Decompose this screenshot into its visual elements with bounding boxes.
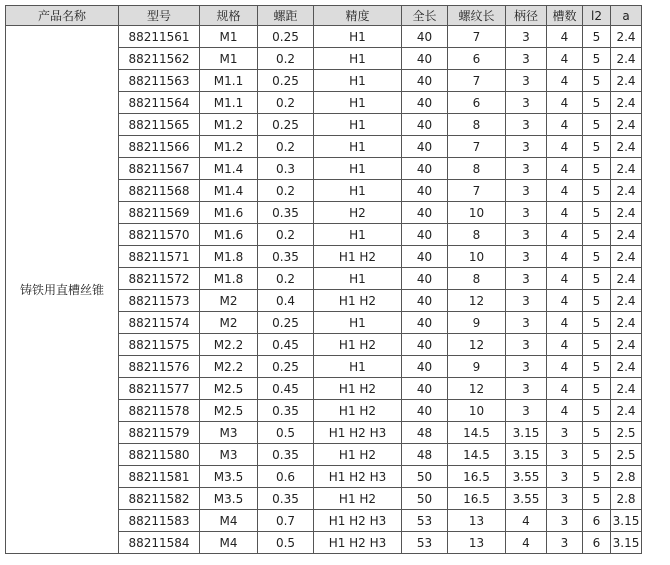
cell-total-length: 40: [402, 202, 448, 224]
cell-flute-count: 4: [547, 334, 583, 356]
cell-shank-diameter: 3: [506, 334, 547, 356]
cell-a: 2.4: [611, 268, 642, 290]
cell-shank-diameter: 3: [506, 70, 547, 92]
column-header-a: a: [611, 6, 642, 26]
cell-a: 2.5: [611, 444, 642, 466]
cell-spec: M1.2: [200, 136, 258, 158]
cell-pitch: 0.2: [258, 224, 314, 246]
cell-thread-length: 12: [448, 378, 506, 400]
cell-model: 88211562: [119, 48, 200, 70]
cell-thread-length: 9: [448, 312, 506, 334]
cell-spec: M2.2: [200, 334, 258, 356]
cell-thread-length: 7: [448, 180, 506, 202]
cell-thread-length: 16.5: [448, 488, 506, 510]
cell-l2: 5: [583, 114, 611, 136]
cell-l2: 5: [583, 378, 611, 400]
cell-thread-length: 10: [448, 400, 506, 422]
cell-flute-count: 4: [547, 114, 583, 136]
column-header-shank-diameter: 柄径: [506, 6, 547, 26]
cell-model: 88211571: [119, 246, 200, 268]
cell-shank-diameter: 3: [506, 268, 547, 290]
cell-shank-diameter: 4: [506, 510, 547, 532]
cell-flute-count: 3: [547, 532, 583, 554]
cell-flute-count: 4: [547, 224, 583, 246]
cell-a: 2.4: [611, 70, 642, 92]
cell-model: 88211578: [119, 400, 200, 422]
cell-model: 88211569: [119, 202, 200, 224]
cell-precision: H1: [314, 268, 402, 290]
cell-total-length: 40: [402, 48, 448, 70]
cell-model: 88211570: [119, 224, 200, 246]
cell-l2: 5: [583, 400, 611, 422]
cell-a: 2.4: [611, 114, 642, 136]
cell-shank-diameter: 3.55: [506, 488, 547, 510]
cell-total-length: 40: [402, 400, 448, 422]
cell-flute-count: 4: [547, 246, 583, 268]
spec-table: [5, 5, 642, 554]
column-header-spec: 规格: [200, 6, 258, 26]
column-header-precision: 精度: [314, 6, 402, 26]
cell-a: 2.4: [611, 48, 642, 70]
column-header-model: 型号: [119, 6, 200, 26]
cell-precision: H1: [314, 224, 402, 246]
cell-spec: M2.5: [200, 400, 258, 422]
cell-a: 2.8: [611, 488, 642, 510]
cell-pitch: 0.2: [258, 180, 314, 202]
cell-l2: 5: [583, 136, 611, 158]
cell-spec: M4: [200, 532, 258, 554]
cell-pitch: 0.2: [258, 136, 314, 158]
cell-l2: 5: [583, 180, 611, 202]
cell-total-length: 40: [402, 246, 448, 268]
cell-pitch: 0.35: [258, 400, 314, 422]
cell-pitch: 0.4: [258, 290, 314, 312]
cell-flute-count: 4: [547, 136, 583, 158]
cell-thread-length: 8: [448, 158, 506, 180]
cell-l2: 6: [583, 532, 611, 554]
cell-model: 88211583: [119, 510, 200, 532]
cell-total-length: 48: [402, 444, 448, 466]
cell-flute-count: 4: [547, 312, 583, 334]
column-header-flute-count: 槽数: [547, 6, 583, 26]
cell-model: 88211575: [119, 334, 200, 356]
cell-l2: 5: [583, 158, 611, 180]
cell-flute-count: 4: [547, 26, 583, 48]
cell-pitch: 0.35: [258, 488, 314, 510]
cell-model: 88211577: [119, 378, 200, 400]
cell-pitch: 0.45: [258, 378, 314, 400]
cell-a: 2.4: [611, 290, 642, 312]
cell-precision: H1: [314, 312, 402, 334]
column-header-pitch: 螺距: [258, 6, 314, 26]
table-body: [6, 26, 642, 554]
cell-l2: 5: [583, 202, 611, 224]
cell-pitch: 0.7: [258, 510, 314, 532]
cell-total-length: 40: [402, 268, 448, 290]
cell-pitch: 0.5: [258, 422, 314, 444]
cell-thread-length: 8: [448, 224, 506, 246]
cell-flute-count: 3: [547, 422, 583, 444]
cell-spec: M3.5: [200, 466, 258, 488]
cell-a: 3.15: [611, 510, 642, 532]
cell-precision: H1 H2: [314, 444, 402, 466]
cell-total-length: 40: [402, 334, 448, 356]
cell-thread-length: 6: [448, 92, 506, 114]
cell-model: 88211573: [119, 290, 200, 312]
cell-thread-length: 13: [448, 532, 506, 554]
cell-thread-length: 8: [448, 268, 506, 290]
cell-thread-length: 10: [448, 246, 506, 268]
cell-model: 88211582: [119, 488, 200, 510]
cell-precision: H1: [314, 26, 402, 48]
cell-spec: M1: [200, 26, 258, 48]
cell-thread-length: 10: [448, 202, 506, 224]
table-header-row: [6, 6, 642, 26]
cell-l2: 5: [583, 290, 611, 312]
cell-total-length: 40: [402, 26, 448, 48]
cell-total-length: 40: [402, 92, 448, 114]
cell-shank-diameter: 3: [506, 290, 547, 312]
cell-total-length: 40: [402, 356, 448, 378]
cell-shank-diameter: 3: [506, 312, 547, 334]
cell-total-length: 40: [402, 180, 448, 202]
cell-precision: H1: [314, 92, 402, 114]
cell-total-length: 53: [402, 510, 448, 532]
cell-model: 88211584: [119, 532, 200, 554]
cell-model: 88211568: [119, 180, 200, 202]
cell-shank-diameter: 3: [506, 92, 547, 114]
cell-l2: 5: [583, 312, 611, 334]
table-row: [6, 26, 642, 48]
cell-spec: M1.1: [200, 92, 258, 114]
cell-l2: 5: [583, 70, 611, 92]
cell-precision: H1: [314, 136, 402, 158]
cell-pitch: 0.35: [258, 444, 314, 466]
cell-shank-diameter: 3: [506, 378, 547, 400]
cell-pitch: 0.3: [258, 158, 314, 180]
cell-precision: H1 H2: [314, 246, 402, 268]
cell-precision: H1: [314, 158, 402, 180]
cell-model: 88211566: [119, 136, 200, 158]
spec-table-container: [5, 5, 642, 554]
cell-l2: 5: [583, 422, 611, 444]
cell-spec: M1.1: [200, 70, 258, 92]
cell-thread-length: 7: [448, 26, 506, 48]
cell-spec: M1.8: [200, 268, 258, 290]
cell-precision: H1 H2: [314, 290, 402, 312]
cell-model: 88211561: [119, 26, 200, 48]
cell-a: 2.4: [611, 334, 642, 356]
column-header-l2: l2: [583, 6, 611, 26]
cell-precision: H1 H2: [314, 334, 402, 356]
cell-total-length: 50: [402, 466, 448, 488]
cell-flute-count: 4: [547, 290, 583, 312]
column-header-product-name: 产品名称: [6, 6, 119, 26]
cell-thread-length: 6: [448, 48, 506, 70]
cell-pitch: 0.25: [258, 114, 314, 136]
cell-precision: H2: [314, 202, 402, 224]
cell-thread-length: 14.5: [448, 444, 506, 466]
cell-model: 88211574: [119, 312, 200, 334]
cell-a: 2.5: [611, 422, 642, 444]
cell-flute-count: 4: [547, 180, 583, 202]
cell-pitch: 0.35: [258, 202, 314, 224]
cell-thread-length: 8: [448, 114, 506, 136]
cell-total-length: 40: [402, 224, 448, 246]
cell-total-length: 40: [402, 290, 448, 312]
cell-l2: 5: [583, 466, 611, 488]
cell-precision: H1: [314, 70, 402, 92]
cell-a: 2.4: [611, 378, 642, 400]
cell-pitch: 0.25: [258, 356, 314, 378]
cell-l2: 5: [583, 246, 611, 268]
cell-thread-length: 13: [448, 510, 506, 532]
cell-thread-length: 16.5: [448, 466, 506, 488]
cell-shank-diameter: 3: [506, 158, 547, 180]
cell-shank-diameter: 3: [506, 114, 547, 136]
cell-thread-length: 9: [448, 356, 506, 378]
cell-precision: H1 H2 H3: [314, 532, 402, 554]
cell-spec: M1.6: [200, 202, 258, 224]
cell-a: 2.4: [611, 224, 642, 246]
cell-a: 2.4: [611, 26, 642, 48]
cell-l2: 6: [583, 510, 611, 532]
cell-precision: H1 H2 H3: [314, 422, 402, 444]
product-name-cell: 铸铁用直槽丝锥: [6, 26, 119, 554]
cell-flute-count: 4: [547, 356, 583, 378]
cell-flute-count: 3: [547, 488, 583, 510]
cell-precision: H1 H2: [314, 488, 402, 510]
cell-shank-diameter: 3: [506, 48, 547, 70]
cell-spec: M2: [200, 312, 258, 334]
cell-pitch: 0.2: [258, 92, 314, 114]
cell-model: 88211579: [119, 422, 200, 444]
cell-model: 88211581: [119, 466, 200, 488]
cell-total-length: 40: [402, 312, 448, 334]
cell-total-length: 40: [402, 158, 448, 180]
cell-model: 88211567: [119, 158, 200, 180]
cell-flute-count: 4: [547, 202, 583, 224]
cell-flute-count: 4: [547, 70, 583, 92]
column-header-total-length: 全长: [402, 6, 448, 26]
cell-precision: H1: [314, 48, 402, 70]
cell-spec: M2.2: [200, 356, 258, 378]
cell-precision: H1 H2 H3: [314, 466, 402, 488]
cell-flute-count: 4: [547, 400, 583, 422]
cell-a: 2.4: [611, 158, 642, 180]
cell-pitch: 0.25: [258, 312, 314, 334]
cell-total-length: 40: [402, 114, 448, 136]
cell-l2: 5: [583, 26, 611, 48]
cell-flute-count: 4: [547, 48, 583, 70]
cell-spec: M2: [200, 290, 258, 312]
cell-l2: 5: [583, 268, 611, 290]
cell-total-length: 48: [402, 422, 448, 444]
cell-pitch: 0.6: [258, 466, 314, 488]
cell-total-length: 40: [402, 136, 448, 158]
cell-a: 2.4: [611, 136, 642, 158]
cell-total-length: 40: [402, 378, 448, 400]
cell-shank-diameter: 3: [506, 400, 547, 422]
cell-shank-diameter: 3: [506, 202, 547, 224]
cell-shank-diameter: 3.55: [506, 466, 547, 488]
cell-a: 3.15: [611, 532, 642, 554]
cell-thread-length: 12: [448, 334, 506, 356]
cell-model: 88211564: [119, 92, 200, 114]
cell-a: 2.4: [611, 180, 642, 202]
cell-spec: M3: [200, 422, 258, 444]
cell-a: 2.4: [611, 202, 642, 224]
cell-pitch: 0.45: [258, 334, 314, 356]
cell-precision: H1: [314, 356, 402, 378]
cell-thread-length: 7: [448, 136, 506, 158]
cell-flute-count: 4: [547, 268, 583, 290]
cell-flute-count: 4: [547, 378, 583, 400]
cell-shank-diameter: 3: [506, 180, 547, 202]
cell-spec: M3.5: [200, 488, 258, 510]
cell-pitch: 0.25: [258, 26, 314, 48]
cell-thread-length: 12: [448, 290, 506, 312]
cell-pitch: 0.2: [258, 48, 314, 70]
cell-thread-length: 7: [448, 70, 506, 92]
cell-a: 2.4: [611, 356, 642, 378]
cell-shank-diameter: 4: [506, 532, 547, 554]
cell-pitch: 0.35: [258, 246, 314, 268]
cell-a: 2.8: [611, 466, 642, 488]
cell-a: 2.4: [611, 312, 642, 334]
cell-flute-count: 3: [547, 466, 583, 488]
cell-a: 2.4: [611, 400, 642, 422]
cell-total-length: 50: [402, 488, 448, 510]
cell-pitch: 0.25: [258, 70, 314, 92]
cell-l2: 5: [583, 48, 611, 70]
cell-pitch: 0.2: [258, 268, 314, 290]
cell-l2: 5: [583, 224, 611, 246]
cell-model: 88211580: [119, 444, 200, 466]
cell-precision: H1 H2 H3: [314, 510, 402, 532]
cell-model: 88211563: [119, 70, 200, 92]
cell-spec: M1.8: [200, 246, 258, 268]
cell-shank-diameter: 3: [506, 246, 547, 268]
cell-model: 88211565: [119, 114, 200, 136]
cell-spec: M4: [200, 510, 258, 532]
cell-model: 88211572: [119, 268, 200, 290]
cell-flute-count: 4: [547, 158, 583, 180]
cell-l2: 5: [583, 488, 611, 510]
cell-flute-count: 3: [547, 510, 583, 532]
cell-l2: 5: [583, 444, 611, 466]
cell-pitch: 0.5: [258, 532, 314, 554]
cell-spec: M3: [200, 444, 258, 466]
cell-l2: 5: [583, 92, 611, 114]
cell-l2: 5: [583, 356, 611, 378]
cell-total-length: 40: [402, 70, 448, 92]
cell-spec: M1: [200, 48, 258, 70]
cell-shank-diameter: 3: [506, 26, 547, 48]
cell-spec: M1.4: [200, 180, 258, 202]
cell-model: 88211576: [119, 356, 200, 378]
cell-spec: M1.6: [200, 224, 258, 246]
cell-spec: M1.4: [200, 158, 258, 180]
cell-spec: M2.5: [200, 378, 258, 400]
cell-precision: H1: [314, 180, 402, 202]
cell-a: 2.4: [611, 246, 642, 268]
cell-precision: H1 H2: [314, 400, 402, 422]
cell-shank-diameter: 3: [506, 356, 547, 378]
column-header-thread-length: 螺纹长: [448, 6, 506, 26]
cell-precision: H1: [314, 114, 402, 136]
cell-shank-diameter: 3.15: [506, 444, 547, 466]
cell-thread-length: 14.5: [448, 422, 506, 444]
cell-flute-count: 4: [547, 92, 583, 114]
cell-precision: H1 H2: [314, 378, 402, 400]
cell-spec: M1.2: [200, 114, 258, 136]
cell-flute-count: 3: [547, 444, 583, 466]
cell-shank-diameter: 3: [506, 224, 547, 246]
cell-shank-diameter: 3.15: [506, 422, 547, 444]
cell-l2: 5: [583, 334, 611, 356]
cell-a: 2.4: [611, 92, 642, 114]
cell-total-length: 53: [402, 532, 448, 554]
cell-shank-diameter: 3: [506, 136, 547, 158]
